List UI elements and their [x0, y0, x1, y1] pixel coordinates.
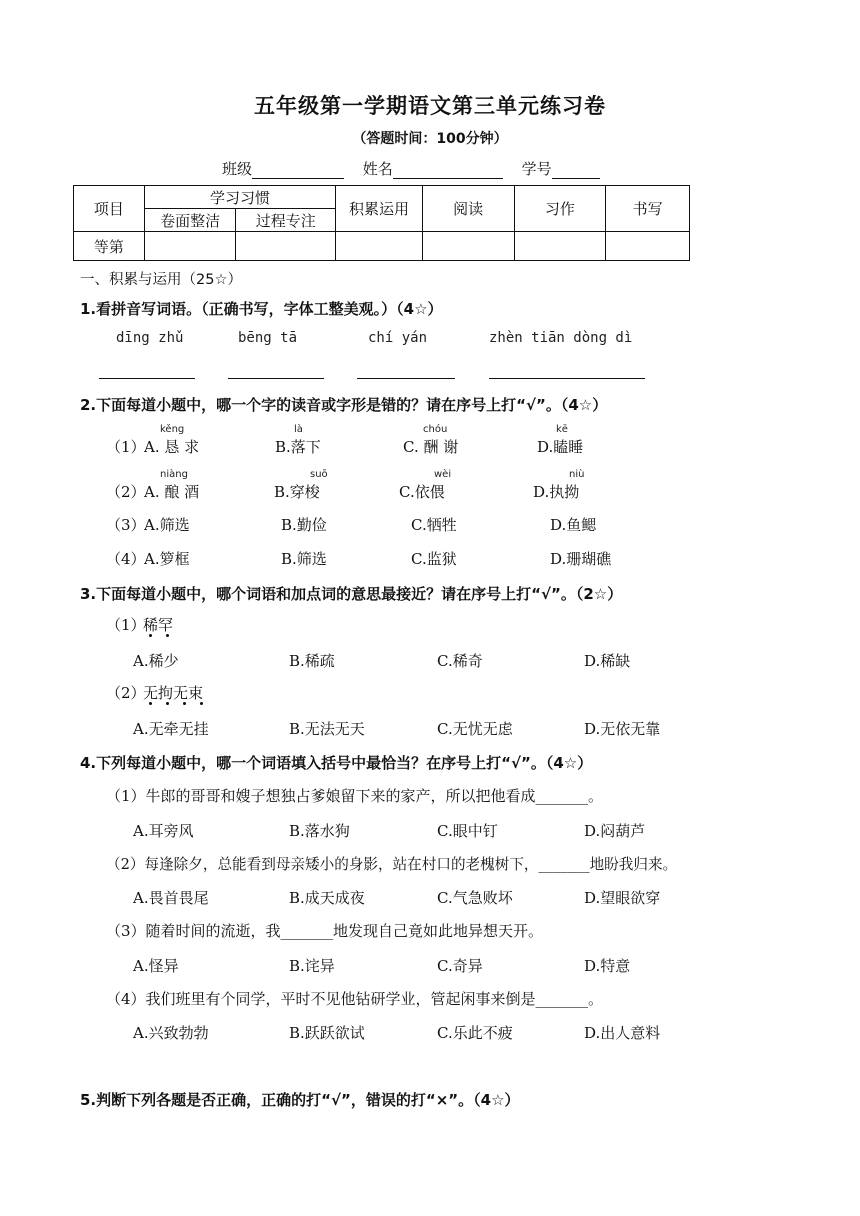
emphasis-dot: [183, 702, 186, 705]
option-a[interactable]: A.筛选: [144, 516, 190, 534]
name-label: 姓名: [362, 160, 393, 178]
question-1: 1.看拼音写词语。（正确书写，字体工整美观。）（4☆）: [80, 300, 443, 318]
item-number: （1）: [106, 438, 146, 456]
question-5: 5.判断下列各题是否正确，正确的打“√”，错误的打“×”。（4☆）: [80, 1091, 520, 1109]
option-c[interactable]: C. 酬 谢: [403, 438, 459, 456]
option-d[interactable]: D.瞌睡: [537, 438, 584, 456]
question-stem: （1）牛郎的哥哥和嫂子想独占爹娘留下来的家产，所以把他看成_______。: [106, 787, 604, 805]
option-d[interactable]: D.鱼鳃: [550, 516, 597, 534]
option-a[interactable]: A.箩框: [144, 550, 190, 568]
pinyin-4: zhèn tiān dòng dì: [489, 330, 633, 346]
question-stem: （2）每逢除夕，总能看到母亲矮小的身影，站在村口的老槐树下，_______地盼我归来。: [106, 856, 678, 873]
answer-line[interactable]: [489, 378, 645, 379]
pinyin-annotation: niàng: [160, 469, 188, 480]
option-b[interactable]: B.稀疏: [289, 652, 335, 670]
option-a[interactable]: A. 酿 酒: [144, 483, 200, 501]
cell-accum[interactable]: [336, 232, 423, 261]
answer-line[interactable]: [357, 378, 455, 379]
option-d[interactable]: D.望眼欲穿: [584, 889, 661, 907]
page-title: 五年级第一学期语文第三单元练习卷: [254, 94, 606, 118]
pinyin-annotation: niù: [569, 469, 585, 480]
grade-table: [73, 185, 690, 261]
header-item: 项目: [74, 186, 145, 232]
class-field[interactable]: [252, 162, 344, 179]
question-3: 3.下面每道小题中，哪个词语和加点词的意思最接近？请在序号上打“√”。（2☆）: [80, 585, 623, 603]
header-hand: 书写: [606, 186, 690, 232]
answer-line[interactable]: [99, 378, 195, 379]
option-c[interactable]: C.眼中钉: [437, 822, 498, 840]
emphasis-dot: [149, 634, 152, 637]
emphasis-dot: [149, 702, 152, 705]
pinyin-annotation: wèi: [434, 469, 452, 480]
question-stem: （3）随着时间的流逝，我_______地发现自己竟如此地异想天开。: [106, 922, 544, 940]
option-a[interactable]: A. 恳 求: [144, 438, 200, 456]
header-write: 习作: [514, 186, 606, 232]
number-field[interactable]: [552, 162, 600, 179]
question-stem: （4）我们班里有个同学，平时不见他钻研学业，管起闲事来倒是_______。: [106, 990, 604, 1008]
option-c[interactable]: C.乐此不疲: [437, 1024, 513, 1042]
option-c[interactable]: C.牺牲: [411, 516, 457, 534]
option-b[interactable]: B.筛选: [281, 550, 327, 568]
student-info-row: [222, 158, 600, 179]
option-b[interactable]: B.无法无天: [289, 720, 365, 738]
row-level: 等第: [74, 232, 145, 261]
header-read: 阅读: [422, 186, 514, 232]
option-b[interactable]: B.跃跃欲试: [289, 1024, 365, 1042]
exam-duration: （答题时间：100分钟）: [352, 131, 508, 147]
answer-line[interactable]: [228, 378, 324, 379]
cell-neat[interactable]: [144, 232, 236, 261]
item-number: （1）: [106, 616, 146, 634]
dotted-word: 稀罕: [143, 616, 174, 634]
pinyin-3: chí yán: [368, 330, 428, 346]
name-field[interactable]: [393, 162, 503, 179]
pinyin-2: bēng tā: [238, 330, 298, 346]
option-d[interactable]: D.闷葫芦: [584, 822, 646, 840]
option-a[interactable]: A.畏首畏尾: [133, 889, 209, 907]
option-d[interactable]: D.执拗: [533, 483, 580, 501]
option-d[interactable]: D.出人意料: [584, 1024, 661, 1042]
pinyin-annotation: kěng: [160, 424, 185, 435]
cell-focus[interactable]: [236, 232, 336, 261]
option-c[interactable]: C.监狱: [411, 550, 457, 568]
item-number: （2）: [106, 684, 146, 702]
header-focus: 过程专注: [236, 209, 336, 232]
option-d[interactable]: D.稀缺: [584, 652, 631, 670]
question-2: 2.下面每道小题中，哪一个字的读音或字形是错的？请在序号上打“√”。（4☆）: [80, 396, 608, 414]
header-neat: 卷面整洁: [144, 209, 236, 232]
item-number: （2）: [106, 483, 146, 501]
section-heading: 一、积累与运用（25☆）: [80, 272, 242, 288]
emphasis-dot: [166, 702, 169, 705]
pinyin-1: dīng zhǔ: [116, 330, 184, 346]
option-a[interactable]: A.耳旁风: [133, 822, 194, 840]
option-c[interactable]: C.气急败坏: [437, 889, 513, 907]
option-d[interactable]: D.珊瑚礁: [550, 550, 612, 568]
cell-write[interactable]: [514, 232, 606, 261]
pinyin-annotation: là: [294, 424, 303, 435]
number-label: 学号: [521, 160, 552, 178]
option-b[interactable]: B.成天成夜: [289, 889, 365, 907]
option-a[interactable]: A.无牵无挂: [133, 720, 209, 738]
header-accum: 积累运用: [336, 186, 423, 232]
class-label: 班级: [222, 160, 253, 178]
dotted-word: 无拘无束: [143, 684, 204, 702]
item-number: （3）: [106, 516, 146, 534]
option-c[interactable]: C.奇异: [437, 957, 483, 975]
option-c[interactable]: C.无忧无虑: [437, 720, 513, 738]
option-a[interactable]: A.怪异: [133, 957, 179, 975]
option-d[interactable]: D.无依无靠: [584, 720, 661, 738]
option-a[interactable]: A.稀少: [133, 652, 179, 670]
cell-read[interactable]: [422, 232, 514, 261]
option-a[interactable]: A.兴致勃勃: [133, 1024, 209, 1042]
header-habit: 学习习惯: [144, 186, 335, 209]
option-b[interactable]: B.诧异: [289, 957, 335, 975]
emphasis-dot: [166, 634, 169, 637]
option-d[interactable]: D.特意: [584, 957, 631, 975]
pinyin-annotation: suō: [310, 469, 328, 480]
pinyin-annotation: chóu: [423, 424, 448, 435]
option-b[interactable]: B.落水狗: [289, 822, 350, 840]
cell-hand[interactable]: [606, 232, 690, 261]
pinyin-annotation: kē: [556, 424, 568, 435]
option-b[interactable]: B.勤俭: [281, 516, 327, 534]
emphasis-dot: [200, 702, 203, 705]
item-number: （4）: [106, 550, 146, 568]
option-b[interactable]: B.落下: [275, 438, 321, 456]
option-c[interactable]: C.稀奇: [437, 652, 483, 670]
option-c[interactable]: C.依偎: [399, 483, 445, 501]
option-b[interactable]: B.穿梭: [274, 483, 320, 501]
question-4: 4.下列每道小题中，哪一个词语填入括号中最恰当？在序号上打“√”。（4☆）: [80, 754, 593, 772]
